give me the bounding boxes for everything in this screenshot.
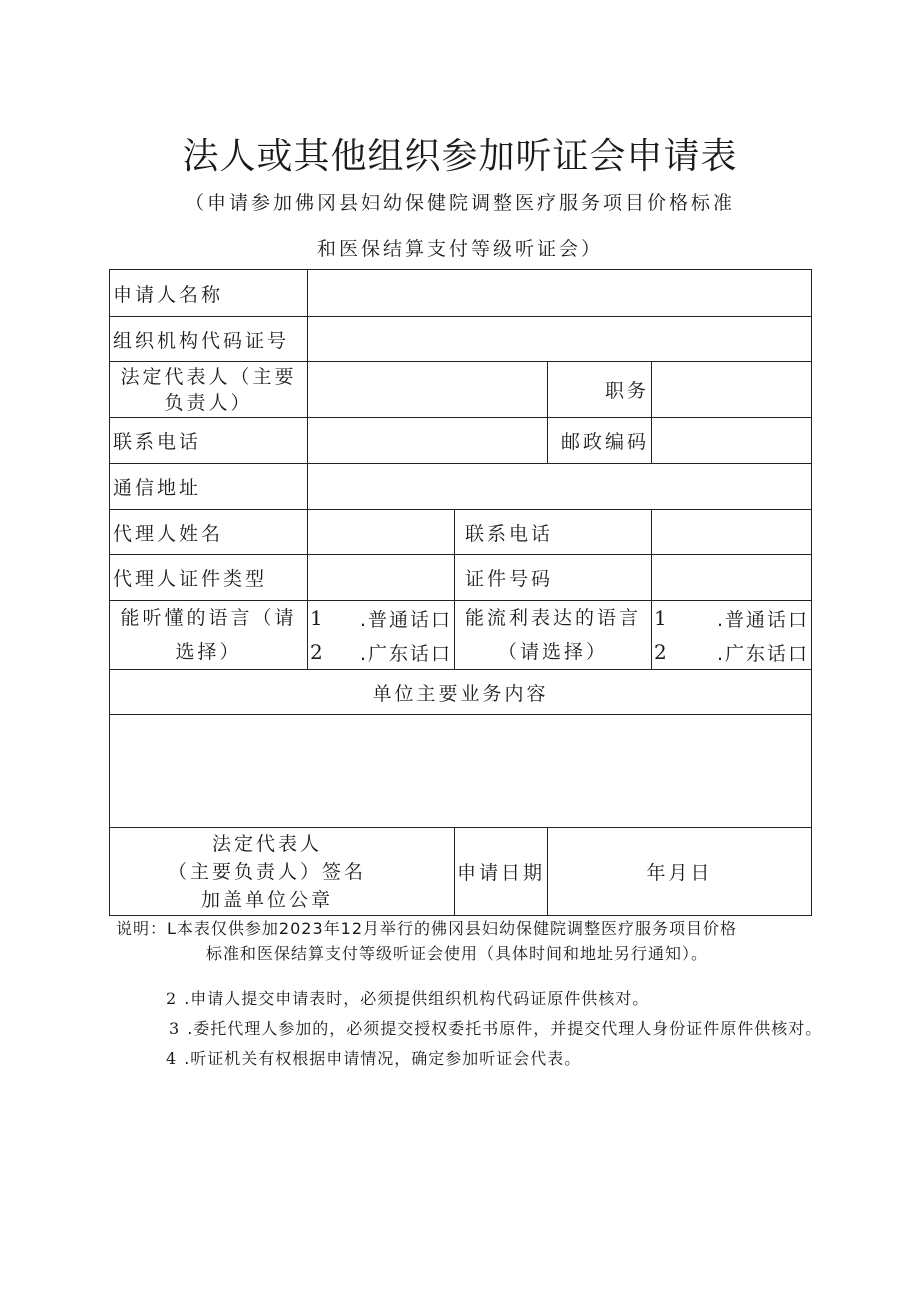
option-number: 1 (654, 606, 667, 630)
phone-label: 联系电话 (110, 418, 308, 464)
org-code-field[interactable] (308, 317, 812, 362)
position-field[interactable] (652, 362, 812, 418)
row-business-heading (110, 670, 812, 715)
agent-id-type-field[interactable] (308, 555, 455, 601)
row-org-code (110, 317, 812, 362)
row-agent-name (110, 510, 812, 555)
note-number: 4 (166, 1049, 177, 1068)
address-field[interactable] (308, 464, 812, 510)
row-address (110, 464, 812, 510)
row-business-content (110, 715, 812, 828)
agent-id-type-label: 代理人证件类型 (110, 555, 308, 601)
postal-code-label: 邮政编码 (548, 418, 652, 464)
note-number: 3 (169, 1019, 180, 1038)
signature-line-2: （主要负责人）签名 (167, 860, 366, 883)
lang-fluent-option-2[interactable] (654, 635, 809, 669)
option-label: .广东话口 (359, 642, 452, 665)
note-text: .听证机关有权根据申请情况，确定参加听证会代表。 (184, 1049, 582, 1068)
option-label: .广东话口 (716, 642, 809, 665)
row-applicant-name (110, 270, 812, 317)
row-languages (110, 601, 812, 670)
row-legal-rep (110, 362, 812, 418)
option-number: 1 (310, 606, 323, 630)
note-item-3 (169, 1016, 822, 1039)
option-label: .普通话口 (716, 608, 809, 631)
id-number-label: 证件号码 (455, 555, 652, 601)
lang-fluent-option-1[interactable] (654, 601, 809, 635)
note-number: 2 (166, 989, 177, 1008)
lang-fluent-label: 能流利表达的语言（请选择） (455, 601, 652, 670)
agent-name-field[interactable] (308, 510, 455, 555)
signature-line-3: 加盖单位公章 (200, 888, 333, 911)
application-form-table (109, 269, 812, 916)
subtitle-line-1: （申请参加佛冈县妇幼保健院调整医疗服务项目价格标准 (184, 192, 735, 214)
phone-field[interactable] (308, 418, 548, 464)
option-number: 2 (654, 640, 667, 664)
lang-understand-options (308, 601, 455, 670)
postal-code-field[interactable] (652, 418, 812, 464)
signature-line-1: 法定代表人 (211, 832, 322, 855)
lang-understand-option-1[interactable] (310, 601, 452, 635)
subtitle-line-2: 和医保结算支付等级听证会） (316, 238, 603, 260)
row-agent-id (110, 555, 812, 601)
id-number-field[interactable] (652, 555, 812, 601)
row-phone (110, 418, 812, 464)
form-title: 法人或其他组织参加听证会申请表 (182, 136, 738, 177)
apply-date-label: 申请日期 (455, 828, 548, 916)
signature-label (110, 828, 455, 916)
note-item-4 (166, 1046, 581, 1069)
lang-fluent-options (652, 601, 812, 670)
org-code-label: 组织机构代码证号 (110, 317, 308, 362)
note-text: .申请人提交申请表时，必须提供组织机构代码证原件供核对。 (184, 989, 650, 1008)
option-number: 2 (310, 640, 323, 664)
agent-name-label: 代理人姓名 (110, 510, 308, 555)
option-label: .普通话口 (359, 608, 452, 631)
lang-understand-label: 能听懂的语言（请选择） (110, 601, 308, 670)
note-text: .委托代理人参加的，必须提交授权委托书原件，并提交代理人身份证件原件供核对。 (187, 1019, 823, 1038)
agent-phone-label: 联系电话 (455, 510, 652, 555)
business-content-label: 单位主要业务内容 (110, 670, 812, 715)
agent-phone-field[interactable] (652, 510, 812, 555)
note-intro: 说明：L本表仅供参加2023年12月举行的佛冈县妇幼保健院调整医疗服务项目价格 (116, 919, 737, 938)
note-item-2 (166, 986, 649, 1009)
note-intro-continued: 标准和医保结算支付等级听证会使用（具体时间和地址另行通知）。 (206, 944, 709, 963)
apply-date-field[interactable]: 年月日 (548, 828, 812, 916)
business-content-field[interactable] (110, 715, 812, 828)
row-signature (110, 828, 812, 916)
lang-understand-option-2[interactable] (310, 635, 452, 669)
applicant-name-field[interactable] (308, 270, 812, 317)
legal-rep-field[interactable] (308, 362, 548, 418)
position-label: 职务 (548, 362, 652, 418)
address-label: 通信地址 (110, 464, 308, 510)
legal-rep-label: 法定代表人（主要负责人） (110, 362, 308, 418)
applicant-name-label: 申请人名称 (110, 270, 308, 317)
